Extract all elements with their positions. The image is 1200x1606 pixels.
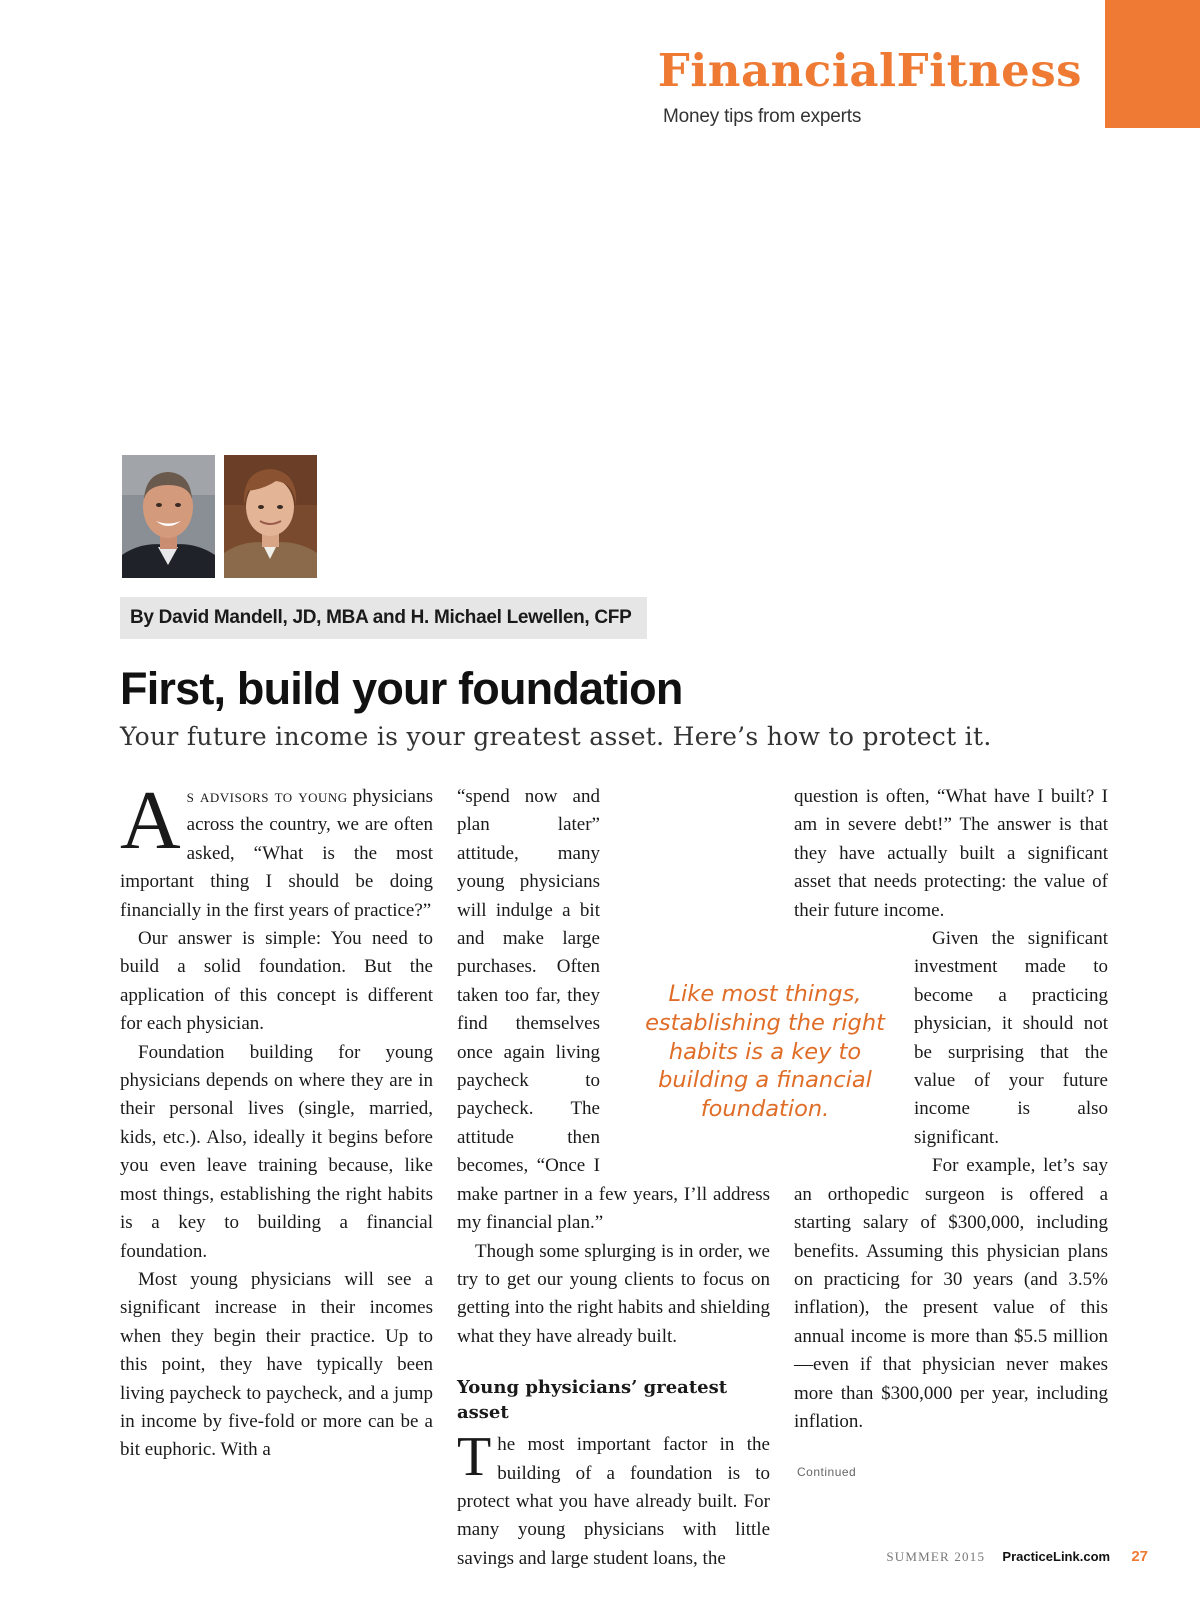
paragraph: Though some splurging is in order, we try to get our young clients to focus on getting into the right habits and shielding what they have already built. bbox=[457, 1240, 770, 1347]
paragraph bbox=[120, 774, 433, 925]
issue-label: SUMMER 2015 bbox=[886, 1549, 986, 1564]
author-photo-mandell bbox=[122, 455, 215, 578]
section-color-tab bbox=[1105, 0, 1200, 128]
section-title-part-2: Fitness bbox=[896, 44, 1082, 97]
paragraph: Most young physicians will see a significant increase in their incomes when they begin their practice. Up to this point, they have typically been living paycheck to paycheck, and a jump in income by five-fold or more can be a bit euphoric. With a bbox=[120, 1268, 433, 1461]
paragraph: Our answer is simple: You need to build a solid foundation. But the application of this concept is different for each physician. bbox=[120, 928, 433, 1035]
section-title-part-1: Financial bbox=[657, 44, 897, 97]
paragraph-text: he most important factor in the building of a foundation is to protect what you have already built. For many young physicians with little savings and large student loans, the bbox=[457, 1434, 770, 1569]
section-subtitle: Money tips from experts bbox=[663, 106, 862, 127]
continued-label: Continued bbox=[797, 1465, 857, 1479]
headline: First, build your foundation bbox=[120, 663, 683, 714]
subhead: Young physicians’ greatest asset bbox=[457, 1377, 728, 1424]
pull-quote: Like most things, establishing the right habits is a key to building a financial foundation. bbox=[645, 981, 885, 1123]
paragraph bbox=[457, 1426, 770, 1573]
paragraph: For example, let’s say an orthopedic surgeon is offered a starting salary of $300,000, including benefits. Assuming this physician plans on practicing for 30 years (and 3.5% inflation), the present value of this annual income is more than $5.5 million—even if that physician never makes more than $300,000 per year, including inflation. bbox=[794, 1155, 1108, 1432]
lead-in: s advisors to young bbox=[186, 786, 348, 807]
paragraph: question is often, “What have I built? I am in severe debt!” The answer is that they have actually built a significant asset that needs protecting: the value of their future income. bbox=[794, 786, 1108, 921]
author-photo-lewellen bbox=[224, 455, 317, 578]
paragraph: Foundation building for young physicians depends on where they are in their personal lives (single, married, kids, etc.). Also, ideally it begins before you even leave training because, like most things, establishing the right habits is a key to building a financial foundation. bbox=[120, 1041, 433, 1262]
page-footer bbox=[886, 1548, 1148, 1565]
section-title bbox=[657, 44, 1082, 97]
drop-cap: A bbox=[120, 774, 181, 867]
drop-cap: T bbox=[457, 1426, 492, 1489]
byline: By David Mandell, JD, MBA and H. Michael Lewellen, CFP bbox=[120, 597, 647, 639]
paragraph: Given the significant investment made to become a practicing physician, it should not be surprising that the value of your future income is also significant. bbox=[914, 928, 1108, 1148]
article-column-1 bbox=[120, 774, 433, 1465]
page-number: 27 bbox=[1131, 1548, 1148, 1565]
article-column-2-flow bbox=[457, 783, 770, 1573]
deck: Your future income is your greatest asset. Here’s how to protect it. bbox=[120, 722, 992, 751]
paragraph-text: “spend now and plan later” attitude, many young physicians will indulge a bit and make large purchases. Often taken too far, they find themselves once again living paycheck to paycheck. The attitude then becomes, “Once I make partner in a few years, I’ll address my financial plan.” bbox=[457, 786, 770, 1234]
website-link[interactable]: PracticeLink.com bbox=[1002, 1549, 1111, 1564]
paragraph-text: physicians across the country, we are often asked, “What is the most important thing I should be doing financially in the first years of practice?” bbox=[120, 786, 433, 921]
